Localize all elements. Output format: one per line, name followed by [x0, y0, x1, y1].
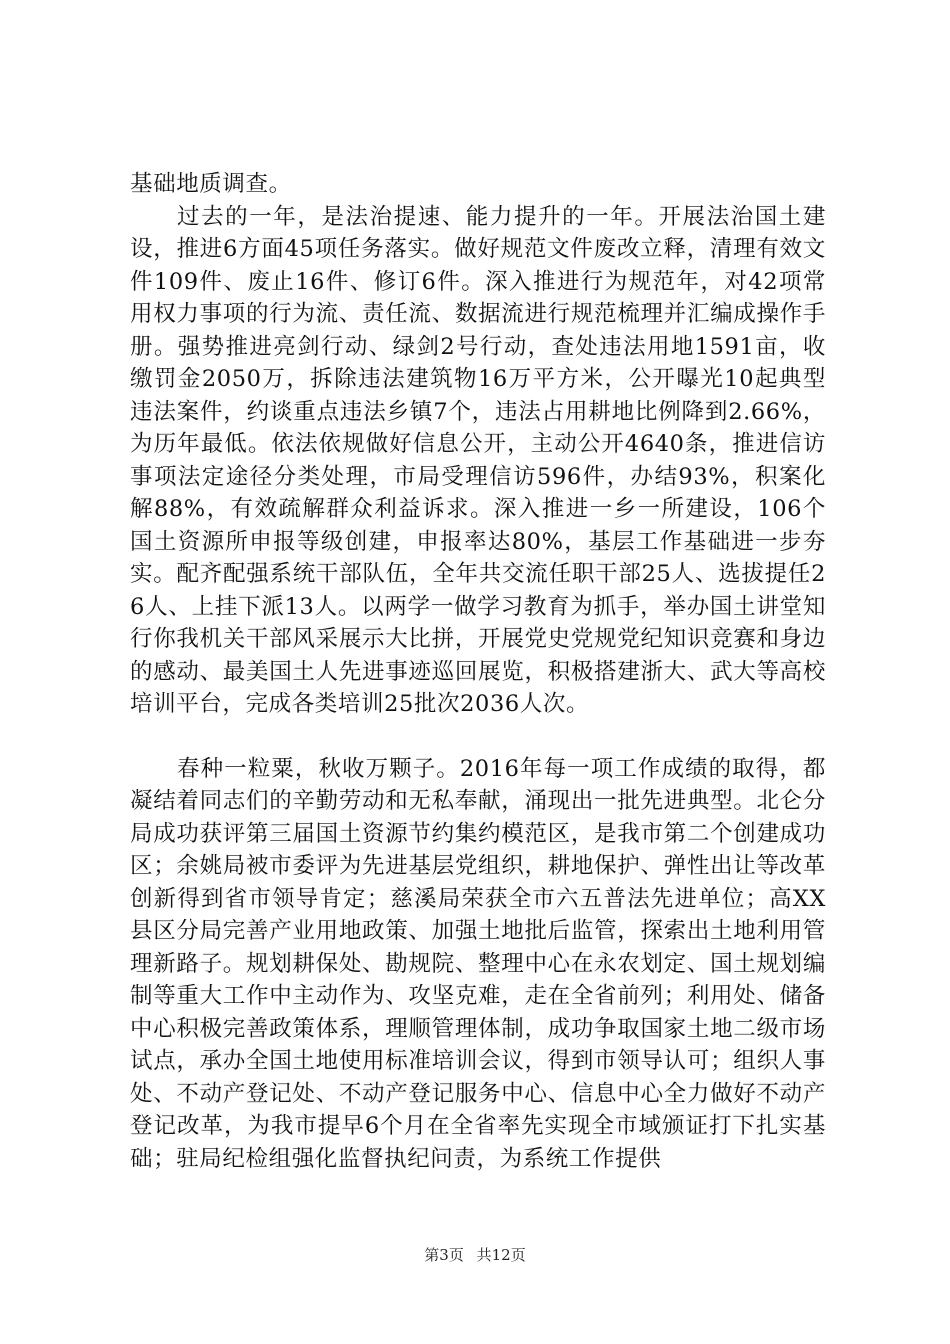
paragraph-achievements: 春种一粒粟，秋收万颗子。2016年每一项工作成绩的取得，都凝结着同志们的辛勤劳动和无私奉献，涌现出一批先进典型。北仑分局成功获评第三届国土资源节约集约模范区，是我市第二个创建成功区；余姚局被市委评为先进基层党组织，耕地保护、弹性出让等改革创新得到省市领导肯定；慈溪局荣获全市六五普法先进单位；高XX县区分局完善产业用地政策、加强土地批后监管，探索出土地利用管理新路子。规划耕保处、勘规院、整理中心在永农划定、国土规划编制等重大工作中主动作为、攻坚克难，走在全省前列；利用处、储备中心积极完善政策体系，理顺管理体制，成功争取国家土地二级市场试点，承办全国土地使用标准培训会议，得到市领导认可；组织人事处、不动产登记处、不动产登记服务中心、信息中心全力做好不动产登记改革，为我市提早6个月在全省率先实现全市域颁证打下扎实基础；驻局纪检组强化监督执纪问责，为系统工作提供: [130, 755, 826, 1172]
page-total: 共12页: [476, 1246, 526, 1264]
document-body: [130, 168, 826, 1175]
page-number: 第3页: [424, 1246, 464, 1264]
paragraph-spacer: [130, 721, 826, 753]
paragraph-continued: 基础地质调查。: [130, 171, 292, 197]
page-footer: [0, 1244, 950, 1265]
paragraph-rule-of-law: 过去的一年，是法治提速、能力提升的一年。开展法治国土建设，推进6方面45项任务落实。做好规范文件废改立释，清理有效文件109件、废止16件、修订6件。深入推进行为规范年，对42项常用权力事项的行为流、责任流、数据流进行规范梳理并汇编成操作手册。强势推进亮剑行动、绿剑2号行动，查处违法用地1591亩，收缴罚金2050万，拆除违法建筑物16万平方米，公开曝光10起典型违法案件，约谈重点违法乡镇7个，违法占用耕地比例降到2.66%，为历年最低。依法依规做好信息公开，主动公开4640条，推进信访事项法定途径分类处理，市局受理信访596件，办结93%，积案化解88%，有效疏解群众利益诉求。深入推进一乡一所建设，106个国土资源所申报等级创建，申报率达80%，基层工作基础进一步夯实。配齐配强系统干部队伍，全年共交流任职干部25人、选拔提任26人、上挂下派13人。以两学一做学习教育为抓手，举办国土讲堂知行你我机关干部风采展示大比拼，开展党史党规党纪知识竞赛和身边的感动、最美国土人先进事迹巡回展览，积极搭建浙大、武大等高校培训平台，完成各类培训25批次2036人次。: [130, 203, 826, 717]
